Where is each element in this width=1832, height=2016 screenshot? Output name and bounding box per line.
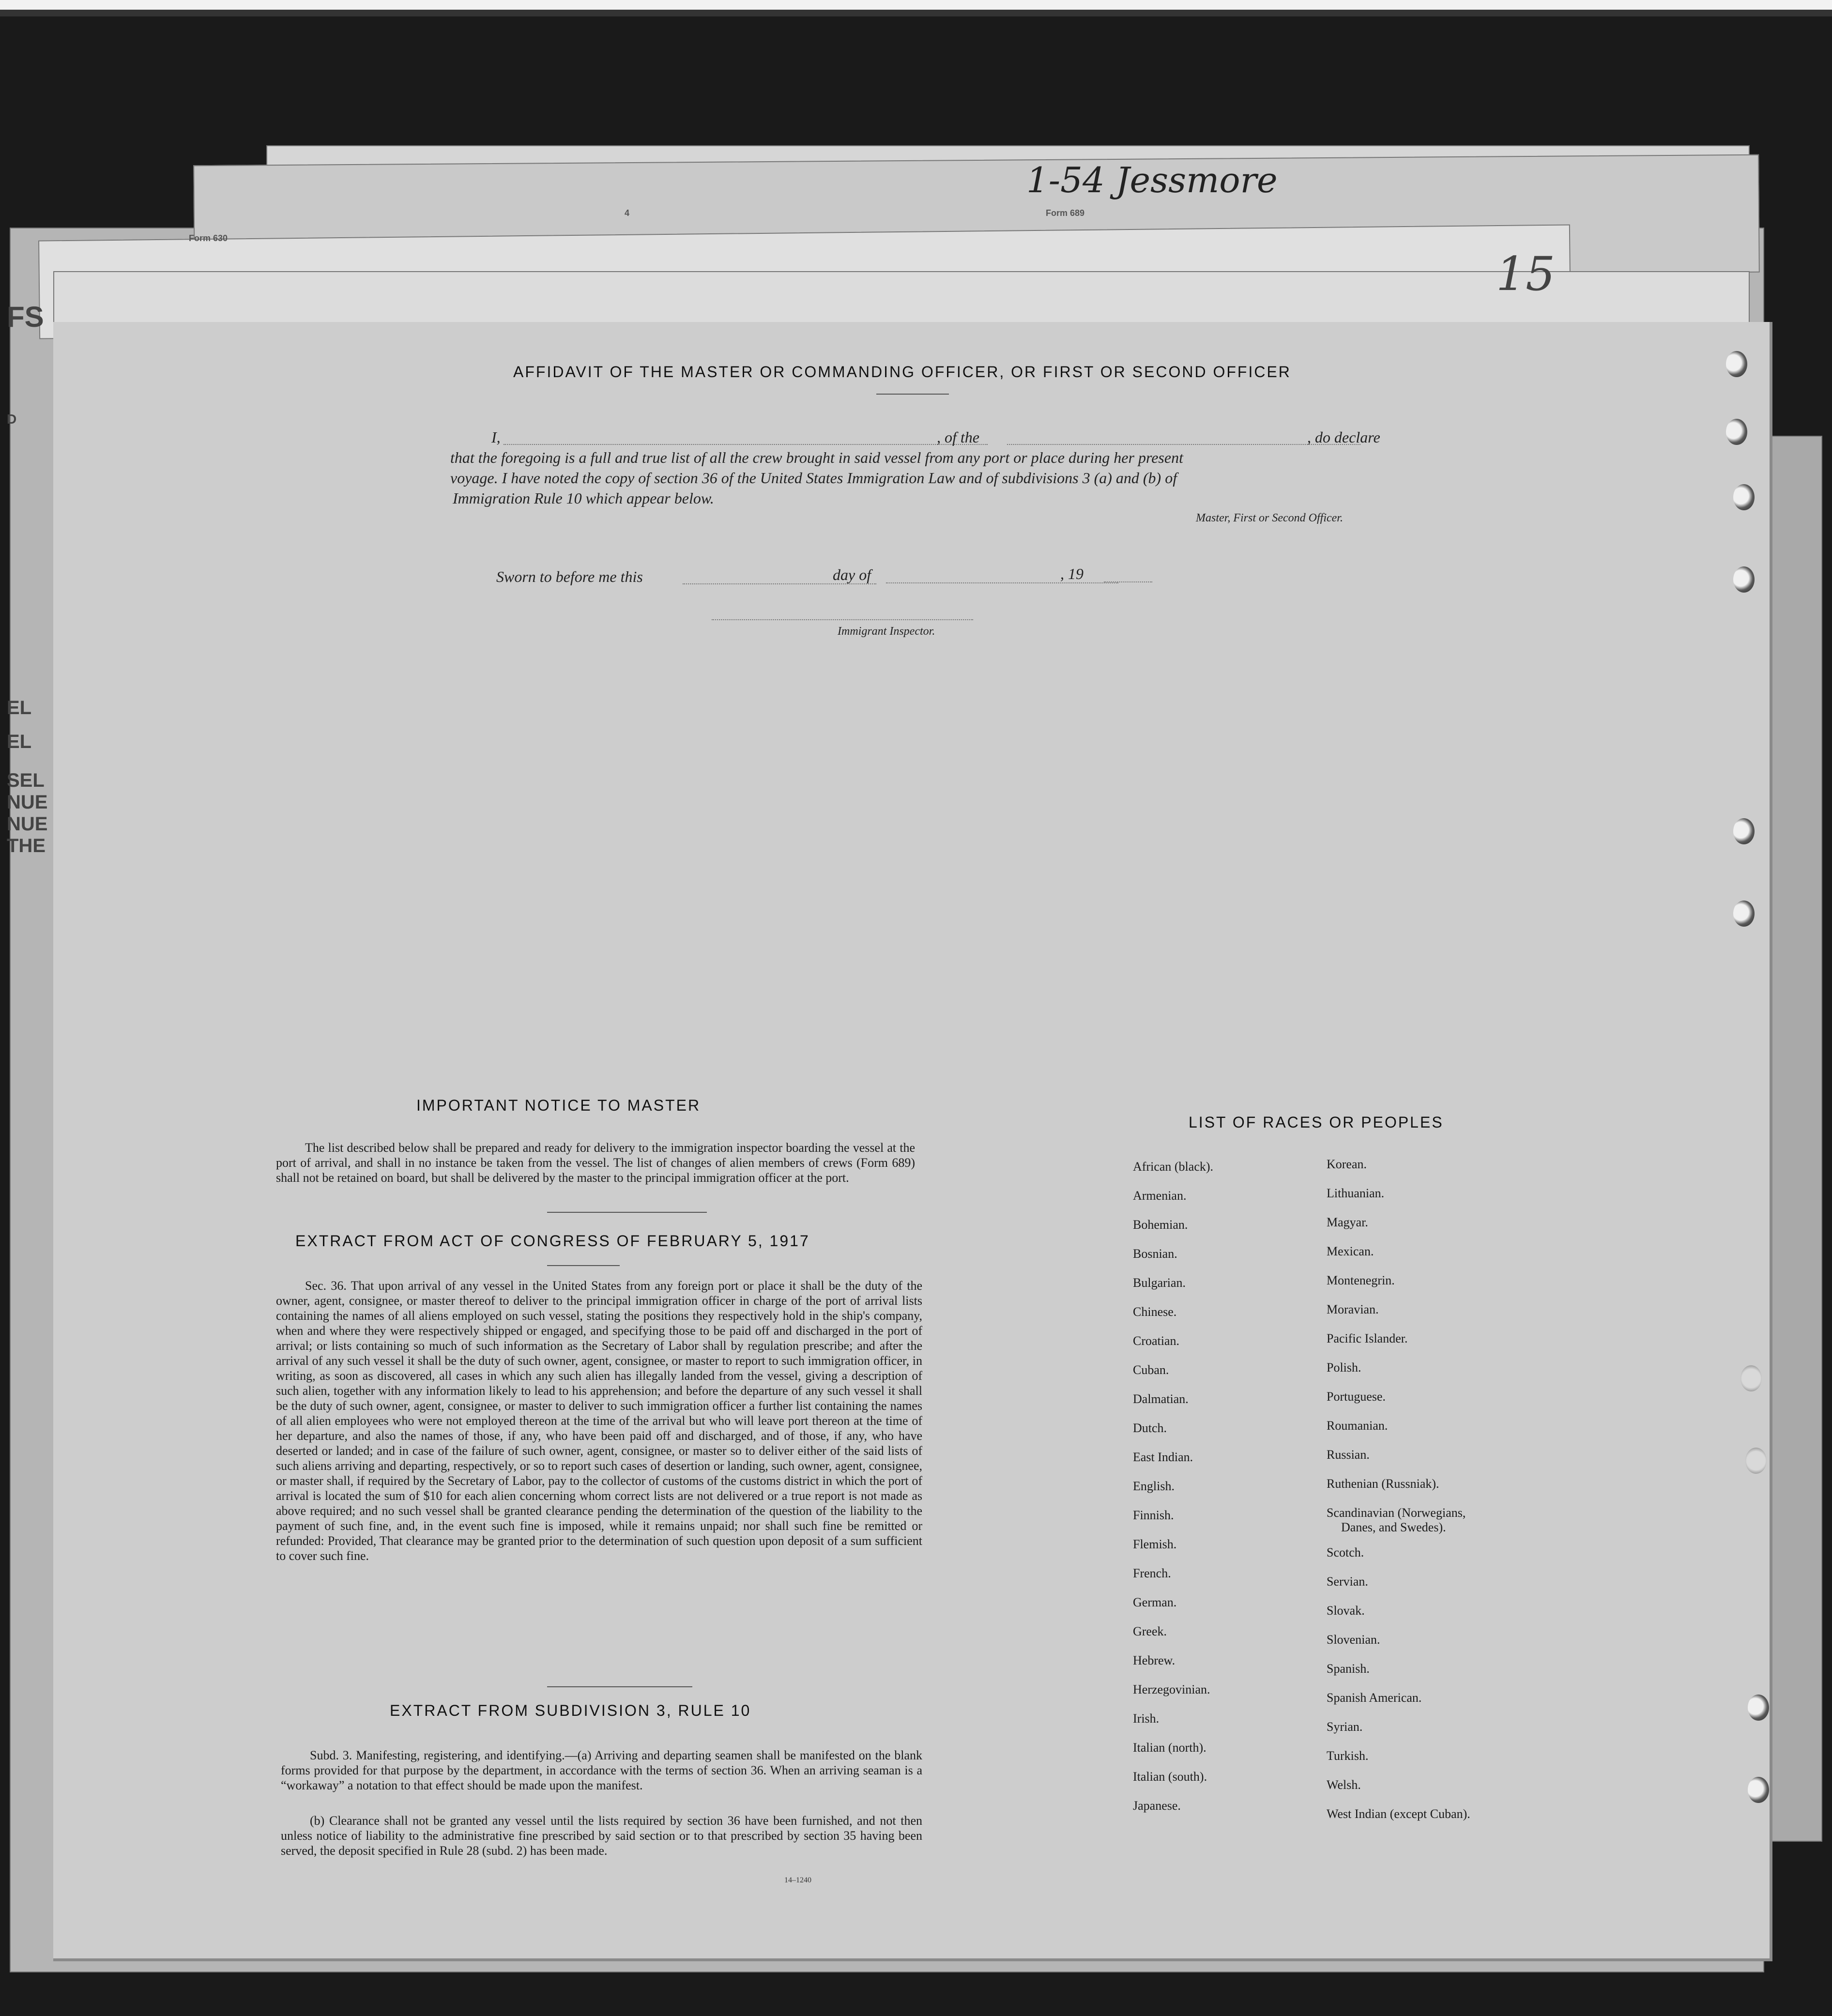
background-form-label: 4	[625, 208, 630, 218]
affidavit-line-start: I,	[491, 428, 501, 446]
race-item: Scotch.	[1327, 1545, 1364, 1559]
punch-hole	[1733, 484, 1755, 510]
race-item: Korean.	[1327, 1157, 1367, 1171]
race-item: East Indian.	[1133, 1450, 1193, 1464]
race-item: Slovenian.	[1327, 1633, 1380, 1647]
punch-hole	[1748, 1777, 1769, 1803]
form-number: 14–1240	[784, 1876, 811, 1884]
race-item: West Indian (except Cuban).	[1327, 1807, 1470, 1821]
race-item: Italian (south).	[1133, 1770, 1207, 1784]
race-item: Polish.	[1327, 1360, 1361, 1375]
master-signature-label: Master, First or Second Officer.	[1196, 512, 1343, 524]
handwritten-annotation: 1-54 Jessmore	[1026, 160, 1278, 200]
margin-fragment: FS	[7, 301, 44, 333]
document-page	[53, 322, 1772, 1961]
race-item: Flemish.	[1133, 1537, 1177, 1551]
rule-title: EXTRACT FROM SUBDIVISION 3, RULE 10	[390, 1702, 751, 1719]
affidavit-line: that the foregoing is a full and true list of all the crew brought in said vessel from any port or place during her present	[450, 449, 1183, 466]
punch-hole	[1726, 419, 1747, 445]
race-item: Montenegrin.	[1327, 1273, 1395, 1287]
margin-fragment: NUE	[7, 792, 48, 813]
race-item: Hebrew.	[1133, 1653, 1176, 1667]
margin-fragment: EL	[7, 731, 32, 752]
race-item: Portuguese.	[1327, 1390, 1386, 1404]
race-item: Russian.	[1327, 1448, 1370, 1462]
race-item: Irish.	[1133, 1711, 1160, 1726]
margin-fragment: THE	[7, 835, 46, 856]
race-item: Danes, and Swedes).	[1341, 1520, 1446, 1534]
race-item: Mexican.	[1327, 1244, 1374, 1258]
race-item: Magyar.	[1327, 1215, 1368, 1229]
name-blank	[504, 444, 988, 445]
race-item: Slovak.	[1327, 1604, 1365, 1618]
affidavit-line-end: , do declare	[1307, 428, 1380, 446]
rule-text-b: (b) Clearance shall not be granted any vessel until the lists required by section 36 have been furnished, and not then unless notice of liability to the administrative fine prescribed by said section or to that prescribed by section 35 having been served, the deposit specified in Rule 28 (subd. 2) has been made.	[281, 1814, 922, 1858]
affidavit-line-mid: , of the	[937, 428, 979, 446]
affidavit-line: Immigration Rule 10 which appear below.	[453, 489, 714, 507]
race-item: Croatian.	[1133, 1334, 1180, 1348]
race-item: Cuban.	[1133, 1363, 1169, 1377]
race-item: Ruthenian (Russniak).	[1327, 1477, 1439, 1491]
rule-text-a: Subd. 3. Manifesting, registering, and identifying.—(a) Arriving and departing seamen shall be manifested on the blank forms provided for that purpose by the department, in accordance with the terms of section 36. When an arriving seaman is a “workaway” a notation to that effect should be made upon the manifest.	[281, 1748, 922, 1792]
race-item: Servian.	[1327, 1574, 1368, 1588]
race-item: Lithuanian.	[1327, 1186, 1385, 1200]
race-item: Welsh.	[1327, 1778, 1361, 1792]
race-item: Spanish American.	[1327, 1691, 1422, 1705]
background-form-label: Form 689	[1046, 208, 1085, 218]
inspector-signature-line	[712, 619, 973, 620]
race-item: Moravian.	[1327, 1302, 1379, 1316]
race-item: Bohemian.	[1133, 1218, 1188, 1232]
scanner-frame-line	[0, 10, 1832, 16]
race-item: African (black).	[1133, 1160, 1214, 1174]
sworn-text: , 19	[1060, 565, 1084, 582]
year-blank	[1104, 581, 1152, 582]
act-text: Sec. 36. That upon arrival of any vessel in the United States from any foreign port or place it shall be the duty of the owner, agent, consignee, or master thereof to deliver to the principal immigration officer in charge of the port of arrival lists containing the names of all aliens employed on such vessel, stating the positions they respectively hold in the ship's company, when and where they were respectively shipped or engaged, and specifying those to be paid off and discharged in the port of arrival; or lists containing so much of such information as the Secretary of Labor shall by regulation prescribe; and after the arrival of any such vessel it shall be the duty of such owner, agent, consignee, or master to report to such immigration officer, in writing, as soon as discovered, all cases in which any such alien has illegally landed from the vessel, giving a description of such alien, together with any information likely to lead to his apprehension; and before the departure of any such vessel it shall be the duty of such owner, agent, consignee, or master to deliver to such immigration officer a further list containing the names of all alien employees who were not employed thereon at the time of the arrival but who will leave port thereon at the time of her departure, and also the names of those, if any, who have been paid off and discharged, and of those, if any, who have deserted or landed; and in case of the failure of such owner, agent, consignee, or master so to deliver either of the said lists of such aliens arriving and departing, respectively, or so to report such cases of desertion or landing, such owner, agent, consignee, or master shall, if required by the Secretary of Labor, pay to the collector of customs of the customs district in which the port of arrival is located the sum of $10 for each alien concerning whom correct lists are not delivered or a true report is not made as above required; and no such vessel shall be granted clearance pending the determination of the question of the liability to the payment of such fine, and, in the event such fine is imposed, while it remains unpaid; nor shall such fine be remitted or refunded: Provided, That clearance may be granted prior to the determination of such question upon deposit of a sum sufficient to cover such fine.	[276, 1279, 922, 1563]
notice-title: IMPORTANT NOTICE TO MASTER	[416, 1097, 701, 1114]
race-item: Bosnian.	[1133, 1247, 1177, 1261]
inspector-signature-label: Immigrant Inspector.	[838, 625, 935, 638]
race-item: Syrian.	[1327, 1720, 1363, 1734]
punch-hole	[1733, 566, 1755, 593]
race-item: Italian (north).	[1133, 1741, 1206, 1755]
race-item: Scandinavian (Norwegians,	[1327, 1506, 1466, 1520]
race-item: Finnish.	[1133, 1508, 1174, 1522]
races-title: LIST OF RACES OR PEOPLES	[1189, 1114, 1444, 1131]
scanner-frame-top	[0, 0, 1832, 10]
notice-text: The list described below shall be prepared and ready for delivery to the immigration inspector boarding the vessel at the port of arrival, and shall in no instance be taken from the vessel. The list of changes of alien members of crews (Form 689) shall not be retained on board, but shall be delivered by the master to the principal immigration officer at the port.	[276, 1141, 915, 1185]
margin-fragment: D	[7, 412, 17, 427]
margin-fragment: EL	[7, 697, 32, 718]
race-item: English.	[1133, 1479, 1175, 1493]
punch-hole	[1748, 1695, 1769, 1721]
affidavit-title: AFFIDAVIT OF THE MASTER OR COMMANDING OFFICER, OR FIRST OR SECOND OFFICER	[513, 363, 1291, 381]
race-item: Turkish.	[1327, 1749, 1369, 1763]
punch-hole	[1745, 1448, 1767, 1474]
race-item: Roumanian.	[1327, 1419, 1388, 1433]
race-item: Dalmatian.	[1133, 1392, 1189, 1406]
race-item: German.	[1133, 1595, 1177, 1609]
background-form-label: Form 630	[189, 233, 228, 243]
sworn-text: Sworn to before me this	[496, 568, 643, 585]
margin-fragment: NUE	[7, 813, 48, 835]
divider	[547, 1265, 620, 1266]
punch-hole	[1740, 1365, 1762, 1391]
race-item: Herzegovinian.	[1133, 1682, 1210, 1696]
divider	[876, 394, 949, 395]
punch-hole	[1733, 818, 1755, 844]
race-item: Spanish.	[1327, 1662, 1370, 1676]
punch-hole	[1726, 351, 1747, 377]
race-item: Greek.	[1133, 1624, 1167, 1638]
race-item: Dutch.	[1133, 1421, 1167, 1435]
affidavit-line: voyage. I have noted the copy of section 36 of the United States Immigration Law and of subdivisions 3 (a) and (b) of	[450, 469, 1177, 487]
race-item: French.	[1133, 1566, 1171, 1580]
sworn-text: day of	[833, 566, 871, 583]
divider	[547, 1686, 692, 1687]
race-item: Chinese.	[1133, 1305, 1177, 1319]
punch-hole	[1733, 901, 1755, 927]
race-item: Pacific Islander.	[1327, 1331, 1408, 1345]
race-item: Bulgarian.	[1133, 1276, 1186, 1290]
month-blank	[886, 582, 1118, 583]
handwritten-annotation: 15	[1496, 247, 1556, 301]
margin-fragment: SEL	[7, 770, 45, 791]
race-item: Japanese.	[1133, 1799, 1181, 1813]
act-title: EXTRACT FROM ACT OF CONGRESS OF FEBRUARY 5, 1917	[295, 1232, 810, 1250]
race-item: Armenian.	[1133, 1189, 1187, 1203]
divider	[547, 1212, 707, 1213]
